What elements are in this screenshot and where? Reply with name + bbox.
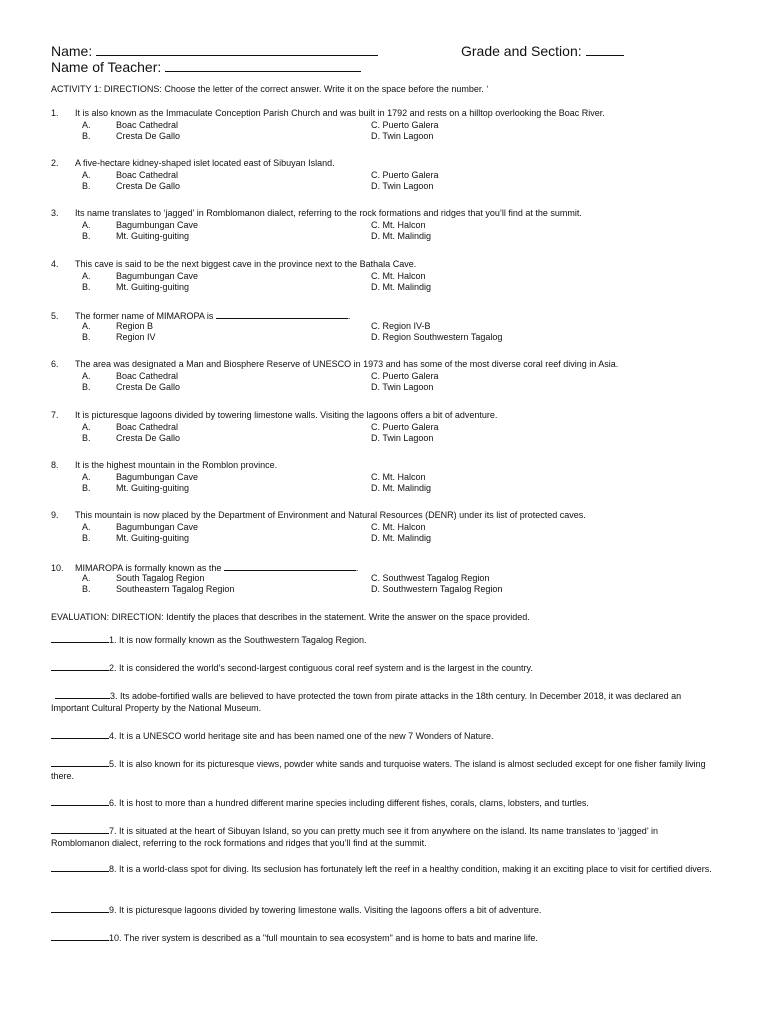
evaluation-item [51, 931, 718, 945]
choice-a: Bagumbungan Cave [116, 522, 199, 532]
choice-a-label: A. [82, 120, 91, 130]
question-number: 4. [51, 259, 59, 269]
choice-b-label: B. [82, 433, 91, 443]
question-stem [51, 259, 416, 270]
evaluation-item [51, 903, 718, 917]
choice-a-label: A. [82, 422, 91, 432]
choice-a-label: A. [82, 220, 91, 230]
answer-blank[interactable] [51, 796, 109, 806]
question-number: 1. [51, 108, 59, 118]
activity-heading: ACTIVITY 1: DIRECTIONS: Choose the letter of the correct answer. Write it on the space before the number. ‘ [51, 84, 489, 94]
question-stem [51, 510, 586, 521]
question-punctuation: . [355, 563, 359, 573]
evaluation-heading: EVALUATION: DIRECTION: Identify the places that describes in the statement. Write the answer on the space provided. [51, 612, 530, 622]
evaluation-item [51, 689, 718, 714]
choice-b: Region IV [116, 332, 156, 342]
grade-blank[interactable] [586, 43, 624, 56]
choice-b-label: B. [82, 181, 91, 191]
evaluation-item [51, 862, 718, 876]
choice-d: D. Mt. Malindig [371, 533, 432, 543]
answer-blank[interactable] [51, 633, 109, 643]
choice-b: Mt. Guiting-guiting [116, 533, 190, 543]
choice-b: Mt. Guiting-guiting [116, 231, 190, 241]
evaluation-text: 8. It is a world-class spot for diving. Its seclusion has fortunately left the reef in a healthy condition, making it an exciting place to visit for certified divers. [109, 864, 712, 874]
name-row [51, 43, 378, 59]
choice-d: D. Twin Lagoon [371, 131, 434, 141]
choice-b: Cresta De Gallo [116, 131, 181, 141]
name-label: Name: [51, 43, 93, 59]
question-stem [51, 108, 605, 119]
choice-a-label: A. [82, 522, 91, 532]
question-text: This mountain is now placed by the Department of Environment and Natural Resources (DENR) under its list of protected caves. [75, 510, 586, 520]
answer-blank[interactable] [55, 689, 110, 699]
grade-row [461, 43, 624, 59]
choice-b: Mt. Guiting-guiting [116, 483, 190, 493]
choice-c: C. Mt. Halcon [371, 271, 426, 281]
choice-a-label: A. [82, 472, 91, 482]
answer-blank[interactable] [216, 309, 348, 319]
question-stem [51, 208, 582, 219]
choice-a-label: A. [82, 573, 91, 583]
question-text: It is also known as the Immaculate Conception Parish Church and was built in 1792 and rests on a hilltop overlooking the Boac River. [75, 108, 605, 118]
question-text: It is picturesque lagoons divided by towering limestone walls. Visiting the lagoons offers a bit of adventure. [75, 410, 498, 420]
question-punctuation: . [347, 311, 351, 321]
name-blank[interactable] [96, 43, 378, 56]
evaluation-text: 9. It is picturesque lagoons divided by towering limestone walls. Visiting the lagoons offers a bit of adventure. [109, 905, 542, 915]
choice-a: Boac Cathedral [116, 422, 179, 432]
choice-b-label: B. [82, 131, 91, 141]
choice-d: D. Twin Lagoon [371, 181, 434, 191]
question-stem [51, 158, 335, 169]
choice-d: D. Mt. Malindig [371, 483, 432, 493]
answer-blank[interactable] [224, 561, 356, 571]
answer-blank[interactable] [51, 824, 109, 834]
question-stem [51, 309, 350, 322]
evaluation-item [51, 824, 718, 849]
answer-blank[interactable] [51, 903, 109, 913]
choice-a: Boac Cathedral [116, 371, 179, 381]
question-number: 6. [51, 359, 59, 369]
evaluation-item [51, 796, 718, 810]
evaluation-item [51, 757, 718, 782]
question-number: 2. [51, 158, 59, 168]
choice-d: D. Southwestern Tagalog Region [371, 584, 503, 594]
choice-a: Bagumbungan Cave [116, 472, 199, 482]
choice-d: D. Twin Lagoon [371, 382, 434, 392]
choice-a-label: A. [82, 371, 91, 381]
choice-b-label: B. [82, 584, 91, 594]
choice-b-label: B. [82, 332, 91, 342]
choice-c: C. Southwest Tagalog Region [371, 573, 490, 583]
question-number: 5. [51, 311, 59, 321]
evaluation-item [51, 661, 718, 675]
choice-a: Region B [116, 321, 154, 331]
choice-b: Southeastern Tagalog Region [116, 584, 235, 594]
choice-a: Boac Cathedral [116, 170, 179, 180]
choice-a: Bagumbungan Cave [116, 220, 199, 230]
choice-b-label: B. [82, 231, 91, 241]
choice-b-label: B. [82, 533, 91, 543]
choice-a: Boac Cathedral [116, 120, 179, 130]
answer-blank[interactable] [51, 661, 109, 671]
choice-d: D. Region Southwestern Tagalog [371, 332, 503, 342]
choice-b-label: B. [82, 483, 91, 493]
choice-d: D. Mt. Malindig [371, 231, 432, 241]
choice-c: C. Puerto Galera [371, 170, 439, 180]
question-number: 3. [51, 208, 59, 218]
question-text: It is the highest mountain in the Romblon province. [75, 460, 278, 470]
choice-b: Cresta De Gallo [116, 433, 181, 443]
question-text: A five-hectare kidney-shaped islet located east of Sibuyan Island. [75, 158, 335, 168]
question-number: 9. [51, 510, 59, 520]
choice-c: C. Mt. Halcon [371, 472, 426, 482]
answer-blank[interactable] [51, 862, 109, 872]
evaluation-text: 6. It is host to more than a hundred different marine species including different fishes, corals, clams, lobsters, and turtles. [109, 798, 589, 808]
evaluation-text: 4. It is a UNESCO world heritage site and has been named one of the new 7 Wonders of Nature. [109, 731, 494, 741]
evaluation-text: 7. It is situated at the heart of Sibuyan Island, so you can pretty much see it from anywhere on the island. Its name translates to ‘jagged’ in Romblomanon dialect, referring to the rock formations and ridges that you’ll find at the summit. [51, 826, 658, 848]
question-text: Its name translates to ‘jagged’ in Romblomanon dialect, referring to the rock formations and ridges that you’ll find at the summit. [75, 208, 582, 218]
evaluation-text: 5. It is also known for its picturesque views, powder white sands and turquoise waters. The island is almost secluded except for one fisher family living there. [51, 759, 706, 781]
evaluation-text: 1. It is now formally known as the Southwestern Tagalog Region. [109, 635, 367, 645]
evaluation-text: 2. It is considered the world’s second-largest contiguous coral reef system and is the largest in the country. [109, 663, 533, 673]
question-stem [51, 561, 358, 574]
choice-c: C. Region IV-B [371, 321, 431, 331]
question-text: The former name of MIMAROPA is [75, 311, 214, 321]
teacher-label: Name of Teacher: [51, 59, 162, 75]
choice-a: South Tagalog Region [116, 573, 205, 583]
answer-blank[interactable] [51, 931, 109, 941]
choice-c: C. Mt. Halcon [371, 220, 426, 230]
choice-c: C. Mt. Halcon [371, 522, 426, 532]
choice-c: C. Puerto Galera [371, 120, 439, 130]
choice-b: Mt. Guiting-guiting [116, 282, 190, 292]
evaluation-text: 3. Its adobe-fortified walls are believed to have protected the town from pirate attacks in the 18th century. In December 2018, it was declared an Important Cultural Property by the National Museum. [51, 691, 682, 713]
choice-a-label: A. [82, 271, 91, 281]
question-number: 7. [51, 410, 59, 420]
choice-d: D. Twin Lagoon [371, 433, 434, 443]
evaluation-text: 10. The river system is described as a "full mountain to sea ecosystem" and is home to bats and marine life. [109, 933, 538, 943]
choice-c: C. Puerto Galera [371, 371, 439, 381]
choice-a-label: A. [82, 170, 91, 180]
question-number: 8. [51, 460, 59, 470]
choice-b: Cresta De Gallo [116, 181, 181, 191]
answer-blank[interactable] [51, 729, 109, 739]
choice-b: Cresta De Gallo [116, 382, 181, 392]
answer-blank[interactable] [51, 757, 109, 767]
teacher-blank[interactable] [165, 59, 361, 72]
question-stem [51, 359, 618, 370]
evaluation-item [51, 633, 718, 647]
teacher-row [51, 59, 361, 75]
question-text: The area was designated a Man and Biosphere Reserve of UNESCO in 1973 and has some of the most diverse coral reef diving in Asia. [75, 359, 619, 369]
choice-a-label: A. [82, 321, 91, 331]
grade-label: Grade and Section: [461, 43, 582, 59]
choice-a: Bagumbungan Cave [116, 271, 199, 281]
question-number: 10. [51, 563, 64, 573]
choice-b-label: B. [82, 282, 91, 292]
question-text: This cave is said to be the next biggest cave in the province next to the Bathala Cave. [75, 259, 417, 269]
choice-d: D. Mt. Malindig [371, 282, 432, 292]
evaluation-item [51, 729, 718, 743]
choice-b-label: B. [82, 382, 91, 392]
question-stem [51, 460, 277, 471]
question-stem [51, 410, 497, 421]
choice-c: C. Puerto Galera [371, 422, 439, 432]
question-text: MIMAROPA is formally known as the [75, 563, 222, 573]
